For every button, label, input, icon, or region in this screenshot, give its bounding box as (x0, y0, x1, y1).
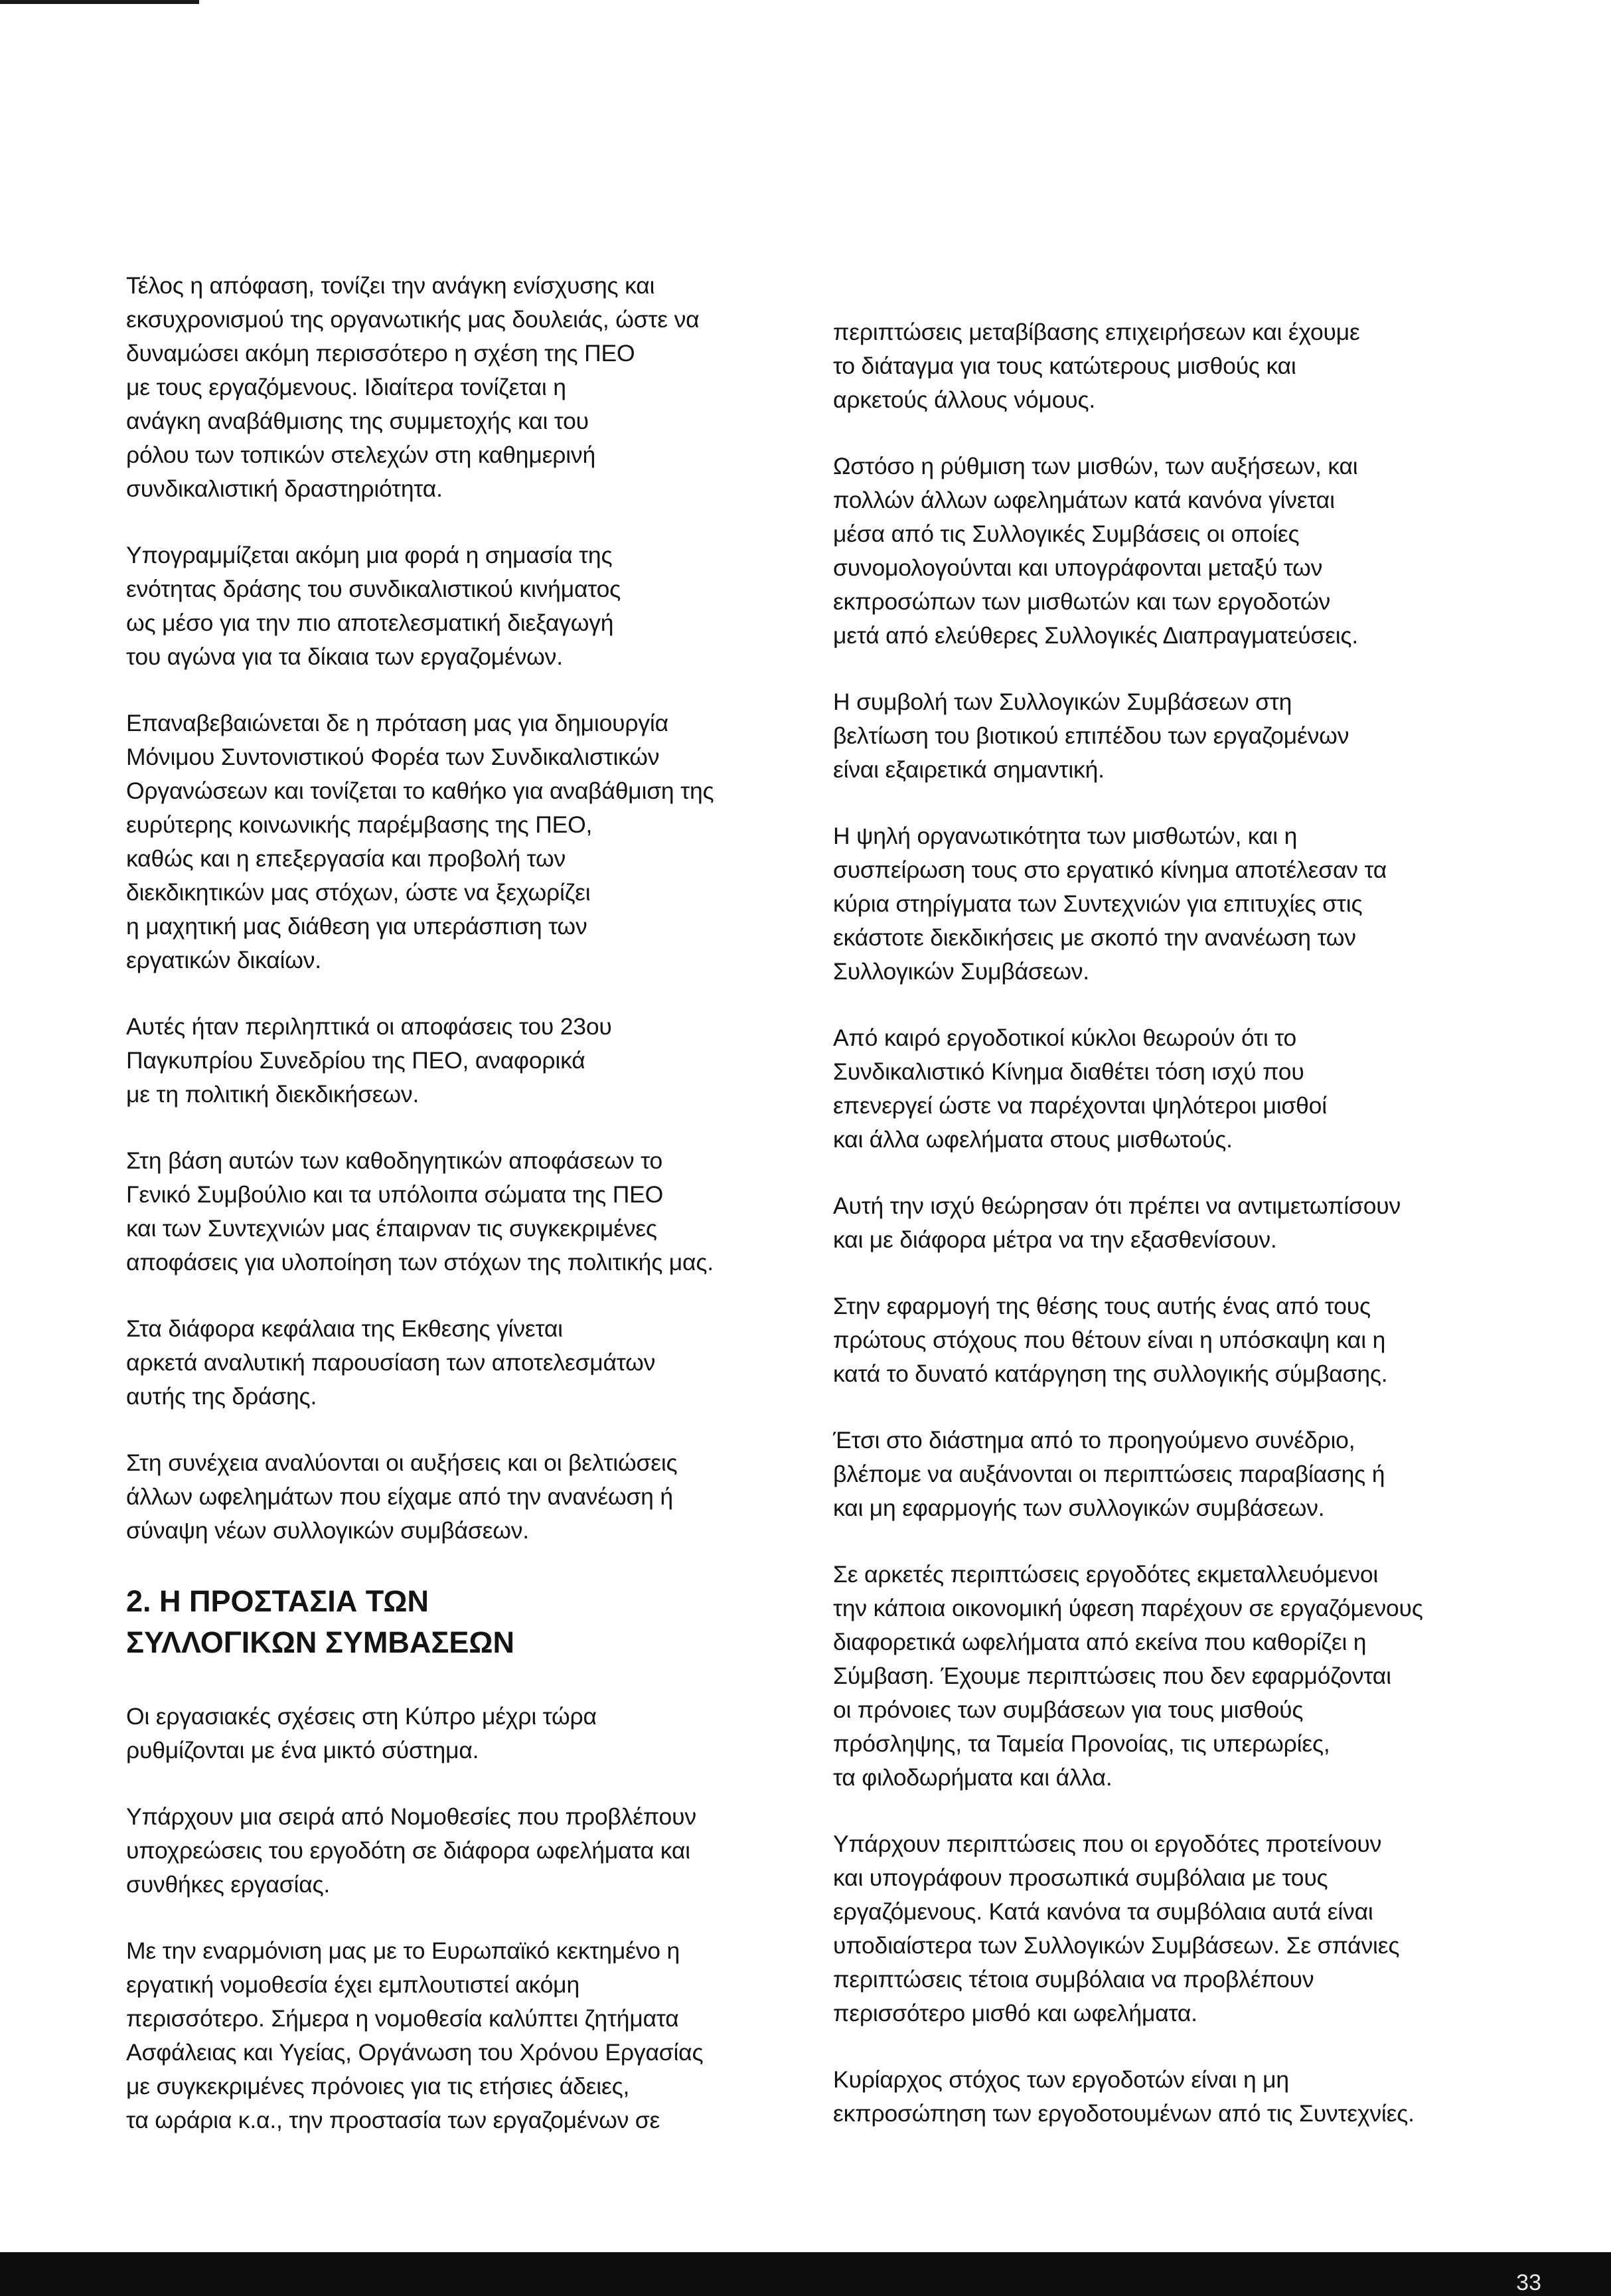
paragraph: Στη βάση αυτών των καθοδηγητικών αποφάσεων το Γενικό Συμβούλιο και τα υπόλοιπα σώματα της ΠΕΟ και των Συντεχνιών μας έπαιρναν τις συγκεκριμένες αποφάσεις για υλοποίηση των στόχων της πολιτικής μας. (126, 1147, 714, 1275)
paragraph: Ωστόσο η ρύθμιση των μισθών, των αυξήσεων, και πολλών άλλων ωφελημάτων κατά κανόνα γίνεται μέσα από τις Συλλογικές Συμβάσεις οι οποίες συνομολογούνται και υπογράφονται μεταξύ των εκπροσώπων των μισθωτών και των εργοδοτών μετά από ελεύθερες Συλλογικές Διαπραγματεύσεις. (833, 453, 1358, 649)
paragraph: Αυτές ήταν περιληπτικά οι αποφάσεις του 23ου Παγκυπρίου Συνεδρίου της ΠΕΟ, αναφορικά με τη πολιτική διεκδικήσεων. (126, 1013, 612, 1107)
paragraph: Επαναβεβαιώνεται δε η πρόταση μας για δημιουργία Μόνιμου Συντονιστικού Φορέα των Συνδικαλιστικών Οργανώσεων και τονίζεται το καθήκο για αναβάθμιση της ευρύτερης κοινωνικής παρέμβασης της ΠΕΟ, καθώς και η επεξεργασία και προβολή των διεκδικητικών μας στόχων, ώστε να ξεχωρίζει η μαχητική μας διάθεση για υπεράσπιση των εργατικών δικαίων. (126, 710, 714, 973)
right-column (833, 315, 1497, 2163)
paragraph: Αυτή την ισχύ θεώρησαν ότι πρέπει να αντιμετωπίσουν και με διάφορα μέτρα να την εξασθενίσουν. (833, 1192, 1401, 1253)
paragraph: Κυρίαρχος στόχος των εργοδοτών είναι η μη εκπροσώπηση των εργοδοτουμένων από τις Συντεχνίες. (833, 2066, 1415, 2127)
paragraph: Στη συνέχεια αναλύονται οι αυξήσεις και οι βελτιώσεις άλλων ωφελημάτων που είχαμε από την ανανέωση ή σύναψη νέων συλλογικών συμβάσεων. (126, 1449, 678, 1544)
paragraph: Τέλος η απόφαση, τονίζει την ανάγκη ενίσχυσης και εκσυχρονισμού της οργανωτικής μας δουλειάς, ώστε να δυναμώσει ακόμη περισσότερο η σχέση της ΠΕΟ με τους εργαζόμενους. Ιδιαίτερα τονίζεται η ανάγκη αναβάθμισης της συμμετοχής και του ρόλου των τοπικών στελεχών στη καθημερινή συνδικαλιστική δραστηριότητα. (126, 272, 700, 502)
paragraph: Στην εφαρμογή της θέσης τους αυτής ένας από τους πρώτους στόχους που θέτουν είναι η υπόσκαψη και η κατά το δυνατό κατάργηση της συλλογικής σύμβασης. (833, 1293, 1388, 1387)
paragraph: Σε αρκετές περιπτώσεις εργοδότες εκμεταλλευόμενοι την κάποια οικονομική ύφεση παρέχουν σε εργαζόμενους διαφορετικά ωφελήματα από εκείνα που καθορίζει η Σύμβαση. Έχουμε περιπτώσεις που δεν εφαρμόζονται οι πρόνοιες των συμβάσεων για τους μισθούς πρόσληψης, τα Ταμεία Προνοίας, τις υπερωρίες, τα φιλοδωρήματα και άλλα. (833, 1561, 1423, 1791)
left-column (126, 269, 790, 2170)
footer-bar (0, 2252, 1611, 2296)
paragraph: περιπτώσεις μεταβίβασης επιχειρήσεων και έχουμε το διάταγμα για τους κατώτερους μισθούς και αρκετούς άλλους νόμους. (833, 319, 1360, 413)
scan-edge (0, 0, 199, 4)
section-heading: 2. Η ΠΡΟΣΤΑΣΙΑ ΤΩΝ ΣΥΛΛΟΓΙΚΩΝ ΣΥΜΒΑΣΕΩΝ (126, 1584, 514, 1659)
paragraph: Υπάρχουν περιπτώσεις που οι εργοδότες προτείνουν και υπογράφουν προσωπικά συμβόλαια με τους εργαζόμενους. Κατά κανόνα τα συμβόλαια αυτά είναι υποδιαίστερα των Συλλογικών Συμβάσεων. Σε σπάνιες περιπτώσεις τέτοια συμβόλαια να προβλέπουν περισσότερο μισθό και ωφελήματα. (833, 1831, 1400, 2026)
paragraph: Η ψηλή οργανωτικότητα των μισθωτών, και η συσπείρωση τους στο εργατικό κίνημα αποτέλεσαν τα κύρια στηρίγματα των Συντεχνιών για επιτυχίες στις εκάστοτε διεκδικήσεις με σκοπό την ανανέωση των Συλλογικών Συμβάσεων. (833, 823, 1387, 985)
paragraph: Υπογραμμίζεται ακόμη μια φορά η σημασία της ενότητας δράσης του συνδικαλιστικού κινήματος ως μέσο για την πιο αποτελεσματική διεξαγωγή του αγώνα για τα δίκαια των εργαζομένων. (126, 542, 621, 670)
paragraph: Υπάρχουν μια σειρά από Νομοθεσίες που προβλέπουν υποχρεώσεις του εργοδότη σε διάφορα ωφελήματα και συνθήκες εργασίας. (126, 1803, 696, 1898)
paragraph: Από καιρό εργοδοτικοί κύκλοι θεωρούν ότι το Συνδικαλιστικό Κίνημα διαθέτει τόση ισχύ που επενεργεί ώστε να παρέχονται ψηλότεροι μισθοί και άλλα ωφελήματα στους μισθωτούς. (833, 1025, 1327, 1153)
paragraph: Στα διάφορα κεφάλαια της Εκθεσης γίνεται αρκετά αναλυτική παρουσίαση των αποτελεσμάτων αυτής της δράσης. (126, 1315, 656, 1410)
paragraph: Με την εναρμόνιση μας με το Ευρωπαϊκό κεκτημένο η εργατική νομοθεσία έχει εμπλουτιστεί ακόμη περισσότερο. Σήμερα η νομοθεσία καλύπτει ζητήματα Ασφάλειας και Υγείας, Οργάνωση του Χρόνου Εργασίας με συγκεκριμένες πρόνοιες για τις ετήσιες άδειες, τα ωράρια κ.α., την προστασία των εργαζομένων σε (126, 1937, 704, 2133)
page-number: 33 (1516, 2270, 1541, 2295)
paragraph: Έτσι στο διάστημα από το προηγούμενο συνέδριο, βλέπομε να αυξάνονται οι περιπτώσεις παραβίασης ή και μη εφαρμογής των συλλογικών συμβάσεων. (833, 1427, 1385, 1521)
paragraph: Οι εργασιακές σχέσεις στη Κύπρο μέχρι τώρα ρυθμίζονται με ένα μικτό σύστημα. (126, 1703, 597, 1763)
paragraph: Η συμβολή των Συλλογικών Συμβάσεων στη βελτίωση του βιοτικού επιπέδου των εργαζομένων είναι εξαιρετικά σημαντική. (833, 689, 1349, 783)
